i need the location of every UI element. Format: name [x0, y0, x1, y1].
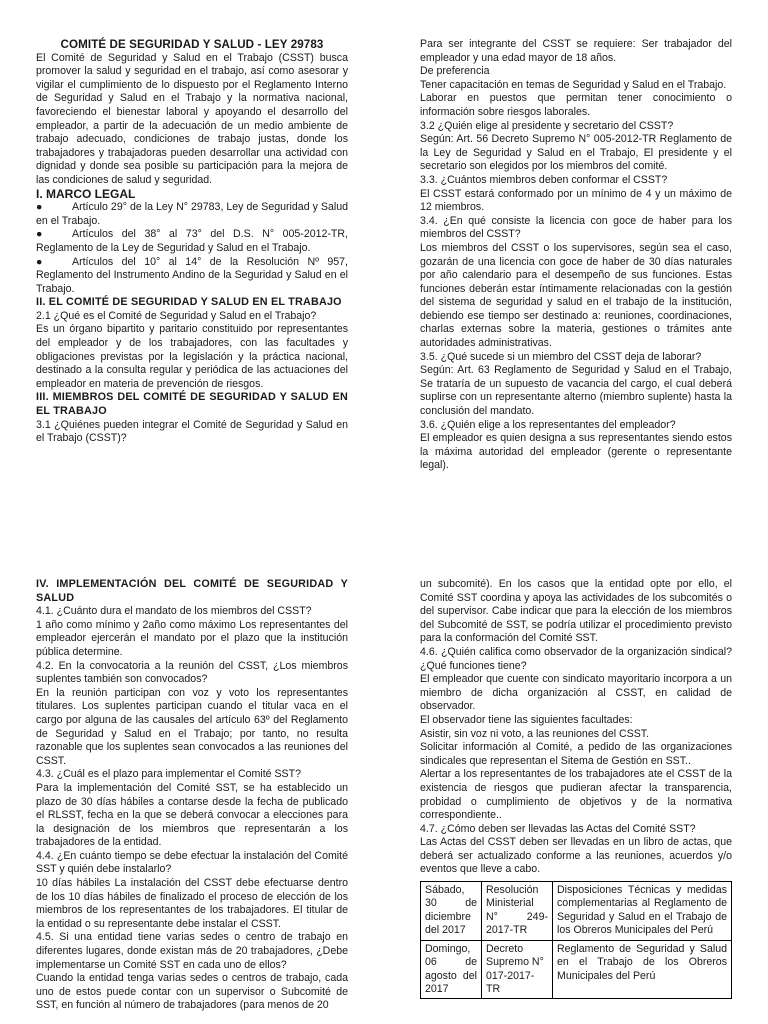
- question-4-7: 4.7. ¿Cómo deben ser llevadas las Actas del Comité SST?: [420, 822, 696, 835]
- preference-item: Tener capacitación en temas de Seguridad y Salud en el Trabajo.: [420, 78, 727, 91]
- answer-4-1: 1 año como mínimo y 2año como máximo Los representantes del empleador ejercerán el mandato por el plazo que la institución pública determine.: [36, 618, 348, 658]
- answer-4-2: En la reunión participan con voz y voto los representantes titulares. Los suplentes participan cuando el titular vaca en el cargo por alguna de las causales del artículo 63º del Reglamento de Seguridad y Salud en el Trabajo; por tanto, no resulta razonable que los suplentes sean convocados a las reuniones del CSST.: [36, 686, 348, 767]
- question-4-4: 4.4. ¿En cuánto tiempo se debe efectuar la instalación del Comité SST y quién debe instalarlo?: [36, 849, 348, 876]
- observer-faculty: Asistir, sin voz ni voto, a las reuniones del CSST.: [420, 727, 650, 740]
- page2-right-column: [420, 578, 732, 999]
- answer-4-5-continued: un subcomité). En los casos que la entidad opte por ello, el Comité SST coordina y apoya las actividades de los subcomités o del supervisor. Cabe indicar que para la elección de los miembros del Subcomité de SST, se podría utilizar el procedimiento previsto para la conformación del Comité SST.: [420, 578, 732, 645]
- preference-label: De preferencia: [420, 65, 490, 78]
- heading-comite: II. EL COMITÉ DE SEGURIDAD Y SALUD EN EL TRABAJO: [36, 296, 342, 309]
- question-4-1: 4.1. ¿Cuánto dura el mandato de los miembros del CSST?: [36, 605, 312, 618]
- question-4-5: 4.5. Si una entidad tiene varias sedes o centro de trabajo en diferentes lugares, donde existan más de 20 trabajadores, ¿Debe implementarse un Comité SST en cada uno de ellos?: [36, 931, 348, 971]
- question-4-3: 4.3. ¿Cuál es el plazo para implementar el Comité SST?: [36, 768, 301, 781]
- question-3-3: 3.3. ¿Cuántos miembros deben conformar el CSST?: [420, 173, 668, 186]
- question-3-5: 3.5. ¿Qué sucede si un miembro del CSST deja de laborar?: [420, 350, 702, 363]
- question-3-1: 3.1 ¿Quiénes pueden integrar el Comité de Seguridad y Salud en el Trabajo (CSST)?: [36, 418, 348, 445]
- page1-right-column: [420, 38, 732, 473]
- intro-paragraph: El Comité de Seguridad y Salud en el Trabajo (CSST) busca promover la salud y seguridad en el trabajo, así como asesorar y vigilar el cumplimiento de lo dispuesto por el Reglamento Interno de Seguridad y Salud en el Trabajo y la normativa nacional, favoreciendo el bienestar laboral y apoyando el desarrollo del empleador, a partir de la adecuación de un medio ambiente de trabajo adecuado, condiciones de trabajo justas, donde los trabajadores y trabajadoras pueden desarrollar una actividad con dignidad y donde sea posible su participación para la mejora de las condiciones de salud y seguridad.: [36, 51, 348, 186]
- table-cell-norm: Decreto Supremo N° 017-2017-TR: [482, 940, 553, 999]
- answer-3-2: Según: Art. 56 Decreto Supremo N° 005-2012-TR Reglamento de la Ley de Seguridad y Salud en el Trabajo, El presidente y el secretario son elegidos por los miembros del comité.: [420, 133, 732, 173]
- question-3-2: 3.2 ¿Quién elige al presidente y secretario del CSST?: [420, 119, 674, 132]
- answer-3-6: El empleador es quien designa a sus representantes siendo estos la máxima autoridad del empleador (gerente o representante legal).: [420, 432, 732, 472]
- answer-4-6: El empleador que cuente con sindicato mayoritario incorpora a un miembro de dicha organización al CSST, en calidad de observador.: [420, 673, 732, 713]
- table-cell-date: Sábado, 30 de diciembre del 2017: [421, 882, 482, 941]
- question-4-6: 4.6. ¿Quién califica como observador de la organización sindical? ¿Qué funciones tiene?: [420, 645, 732, 672]
- document-title: COMITÉ DE SEGURIDAD Y SALUD - LEY 29783: [60, 38, 324, 51]
- answer-4-7: Las Actas del CSST deben ser llevadas en un libro de actas, que deberá ser actualizado conforme a las reuniones, acuerdos y/o eventos que lleve a cabo.: [420, 836, 732, 876]
- bullet-item: [36, 201, 348, 228]
- table-row: [421, 882, 732, 941]
- heading-implementacion: IV. IMPLEMENTACIÓN DEL COMITÉ DE SEGURIDAD Y SALUD: [36, 578, 348, 604]
- heading-marco-legal: I. MARCO LEGAL: [36, 186, 136, 201]
- question-3-6: 3.6. ¿Quién elige a los representantes del empleador?: [420, 418, 676, 431]
- legal-norms-table: [420, 881, 732, 999]
- answer-4-4: 10 días hábiles La instalación del CSST debe efectuarse dentro de los 10 días hábiles de finalizado el proceso de elección de los miembros de los representantes de los trabajadores. El titular de la entidad o su representante debe instalar el CSST.: [36, 877, 348, 930]
- observer-faculty: Alertar a los representantes de los trabajadores ate el CSST de la existencia de riesgos que pudieran afectar la transparencia, probidad o cumplimiento de objetivos y de la normativa correspondiente..: [420, 768, 732, 822]
- bullet-item: [36, 228, 348, 255]
- bullet-text: Artículo 29° de la Ley N° 29783, Ley de Seguridad y Salud en el Trabajo.: [36, 201, 348, 227]
- page2-left-column: [36, 578, 348, 1013]
- answer-3-5: Según: Art. 63 Reglamento de Seguridad y Salud en el Trabajo, Se trataría de un supuesto de vacancia del cargo, el cual deberá suplirse con un representante alterno (miembro suplente) hasta la conclusión del mandato.: [420, 364, 732, 418]
- question-2-1: 2.1 ¿Qué es el Comité de Seguridad y Salud en el Trabajo?: [36, 309, 317, 322]
- page1-left-column: [36, 38, 348, 446]
- answer-3-3: El CSST estará conformado por un mínimo de 4 y un máximo de 12 miembros.: [420, 187, 732, 214]
- preference-item: Laborar en puestos que permitan tener conocimiento o información sobre riesgos laborales.: [420, 92, 732, 118]
- answer-2-1: Es un órgano bipartito y paritario constituido por representantes del empleador y de los trabajadores, con las facultades y obligaciones previstas por la legislación y la práctica nacional, destinado a la consulta regular y periódica de las actuaciones del empleador en materia de prevención de riesgos.: [36, 323, 348, 390]
- table-cell-date: Domingo, 06 de agosto del 2017: [421, 940, 482, 999]
- observer-faculties-label: El observador tiene las siguientes facultades:: [420, 713, 633, 726]
- question-3-4: 3.4. ¿En qué consiste la licencia con goce de haber para los miembros del CSST?: [420, 214, 732, 241]
- heading-miembros: III. MIEMBROS DEL COMITÉ DE SEGURIDAD Y SALUD EN EL TRABAJO: [36, 391, 348, 418]
- table-row: [421, 940, 732, 999]
- bullet-icon: ●: [36, 228, 43, 241]
- bullet-icon: ●: [36, 255, 43, 268]
- answer-4-3: Para la implementación del Comité SST, se ha establecido un plazo de 30 días hábiles a contarse desde la fecha de publicado el RLSST, fecha en la que se deberá convocar a elecciones para la designación de los miembros que representarán a los trabajadores de la entidad.: [36, 781, 348, 849]
- bullet-icon: ●: [36, 201, 43, 214]
- table-cell-description: Reglamento de Seguridad y Salud en el Trabajo de los Obreros Municipales del Perú: [553, 940, 732, 999]
- bullet-text: Artículos del 10° al 14° de la Resolución Nº 957, Reglamento del Instrumento Andino de la Seguridad y Salud en el Trabajo.: [36, 255, 348, 295]
- observer-faculty: Solicitar información al Comité, a pedido de las organizaciones sindicales que representan el Sitema de Gestión en SST..: [420, 741, 732, 767]
- table-cell-description: Disposiciones Técnicas y medidas complementarias al Reglamento de Seguridad y Salud en el Trabajo de los Obreros Municipales del Perú: [553, 882, 732, 941]
- bullet-item: [36, 256, 348, 297]
- question-4-2: 4.2. En la convocatoria a la reunión del CSST, ¿Los miembros suplentes también son convocados?: [36, 659, 348, 686]
- requirement-paragraph: Para ser integrante del CSST se requiere: Ser trabajador del empleador y una edad mayor de 18 años.: [420, 38, 732, 64]
- answer-3-4: Los miembros del CSST o los supervisores, según sea el caso, gozarán de una licencia con goce de haber de 30 días naturales por año calendario para el desempeño de sus funciones. Estas funciones deberán estar íntimamente relacionadas con la gestión del sistema de seguridad y salud en el trabajo de la institución, debiendo ese tiempo ser destinado a: reuniones, coordinaciones, charlas externas sobre la materia, gestiones o trámites ante autoridades administrativas.: [420, 241, 732, 350]
- answer-4-5: Cuando la entidad tenga varias sedes o centros de trabajo, cada uno de estos puede contar con un supervisor o Subcomité de SST, en función al número de trabajadores (para menos de 20: [36, 972, 348, 1012]
- table-cell-norm: Resolución Ministerial N° 249-2017-TR: [482, 882, 553, 941]
- bullet-text: Artículos del 38° al 73° del D.S. N° 005-2012-TR, Reglamento de la Ley de Seguridad y Salud en el Trabajo.: [36, 228, 348, 254]
